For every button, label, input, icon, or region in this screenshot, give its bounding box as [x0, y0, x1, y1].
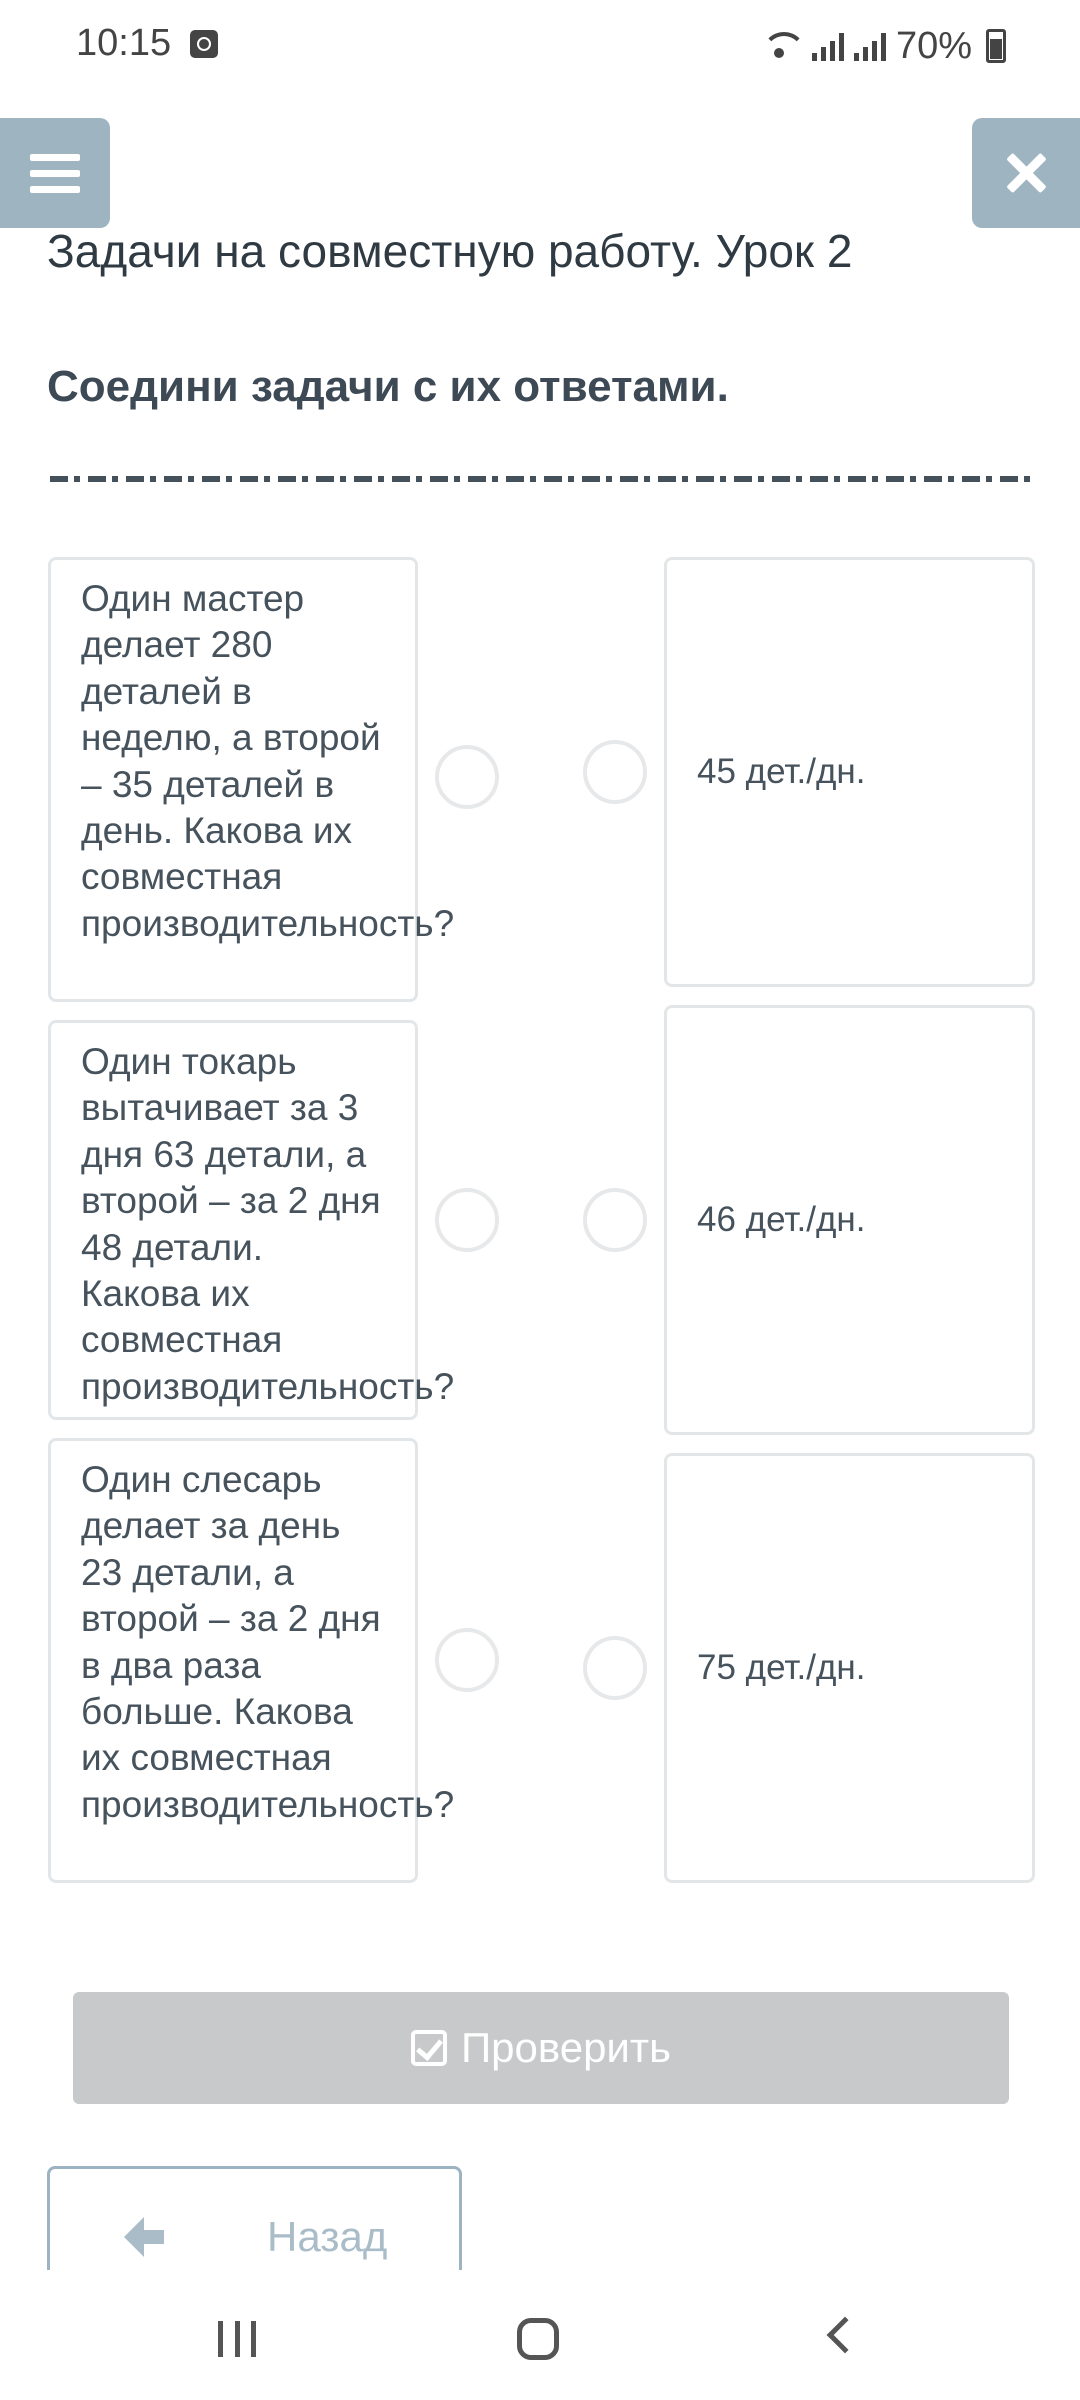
home-icon[interactable] [517, 2318, 559, 2360]
answer-card-3[interactable] [664, 1453, 1035, 1883]
dashed-divider [50, 476, 1034, 482]
task-radio-2[interactable] [435, 1188, 499, 1252]
signal-icon [812, 31, 844, 61]
wifi-icon [758, 28, 802, 64]
nav-back-icon[interactable] [827, 2317, 864, 2354]
answer-text: 75 дет./дн. [697, 1648, 866, 1687]
instruction-text: Соедини задачи с их ответами. [47, 362, 729, 411]
answer-card-1[interactable] [664, 557, 1035, 987]
hamburger-icon-line [30, 154, 80, 161]
arrow-left-icon [124, 2217, 164, 2257]
recent-apps-icon[interactable] [218, 2321, 256, 2357]
task-card-2[interactable] [48, 1020, 455, 1420]
close-icon [1004, 151, 1048, 195]
answer-text: 45 дет./дн. [697, 752, 866, 791]
signal-icon-2 [854, 31, 886, 61]
answer-radio-2[interactable] [583, 1188, 647, 1252]
task-card-3[interactable] [48, 1438, 455, 1883]
task-radio-1[interactable] [435, 745, 499, 809]
back-button-label: Назад [267, 2213, 388, 2260]
check-button-label: Проверить [460, 2024, 672, 2071]
close-button[interactable] [972, 118, 1080, 228]
hamburger-icon-line [30, 170, 80, 177]
battery-icon [986, 29, 1006, 63]
system-nav-bar [0, 2270, 1080, 2400]
task-card-1[interactable] [48, 557, 455, 1002]
hamburger-icon-line [30, 186, 80, 193]
status-icons [758, 22, 1006, 70]
task-text: Один токарь вытачивает за 3 дня 63 детали, а второй – за 2 дня 48 детали. Какова их совместная производительность? [81, 1041, 455, 1407]
check-button[interactable] [73, 1992, 1009, 2104]
answer-card-2[interactable] [664, 1005, 1035, 1435]
battery-percent: 70% [895, 24, 972, 67]
task-text: Один мастер делает 280 деталей в неделю, а второй – 35 деталей в день. Какова их совместная производительность? [81, 578, 455, 944]
menu-button[interactable] [0, 118, 110, 228]
answer-text: 46 дет./дн. [697, 1200, 866, 1239]
alarm-icon [190, 30, 218, 58]
status-bar [0, 0, 1080, 92]
status-time: 10:15 [76, 22, 172, 64]
page-title: Задачи на совместную работу. Урок 2 [47, 225, 853, 277]
checkbox-icon [411, 2030, 447, 2066]
task-radio-3[interactable] [435, 1628, 499, 1692]
task-text: Один слесарь делает за день 23 детали, а второй – за 2 дня в два раза больше. Какова их совместная производительность? [81, 1459, 455, 1825]
answer-radio-1[interactable] [583, 740, 647, 804]
answer-radio-3[interactable] [583, 1636, 647, 1700]
